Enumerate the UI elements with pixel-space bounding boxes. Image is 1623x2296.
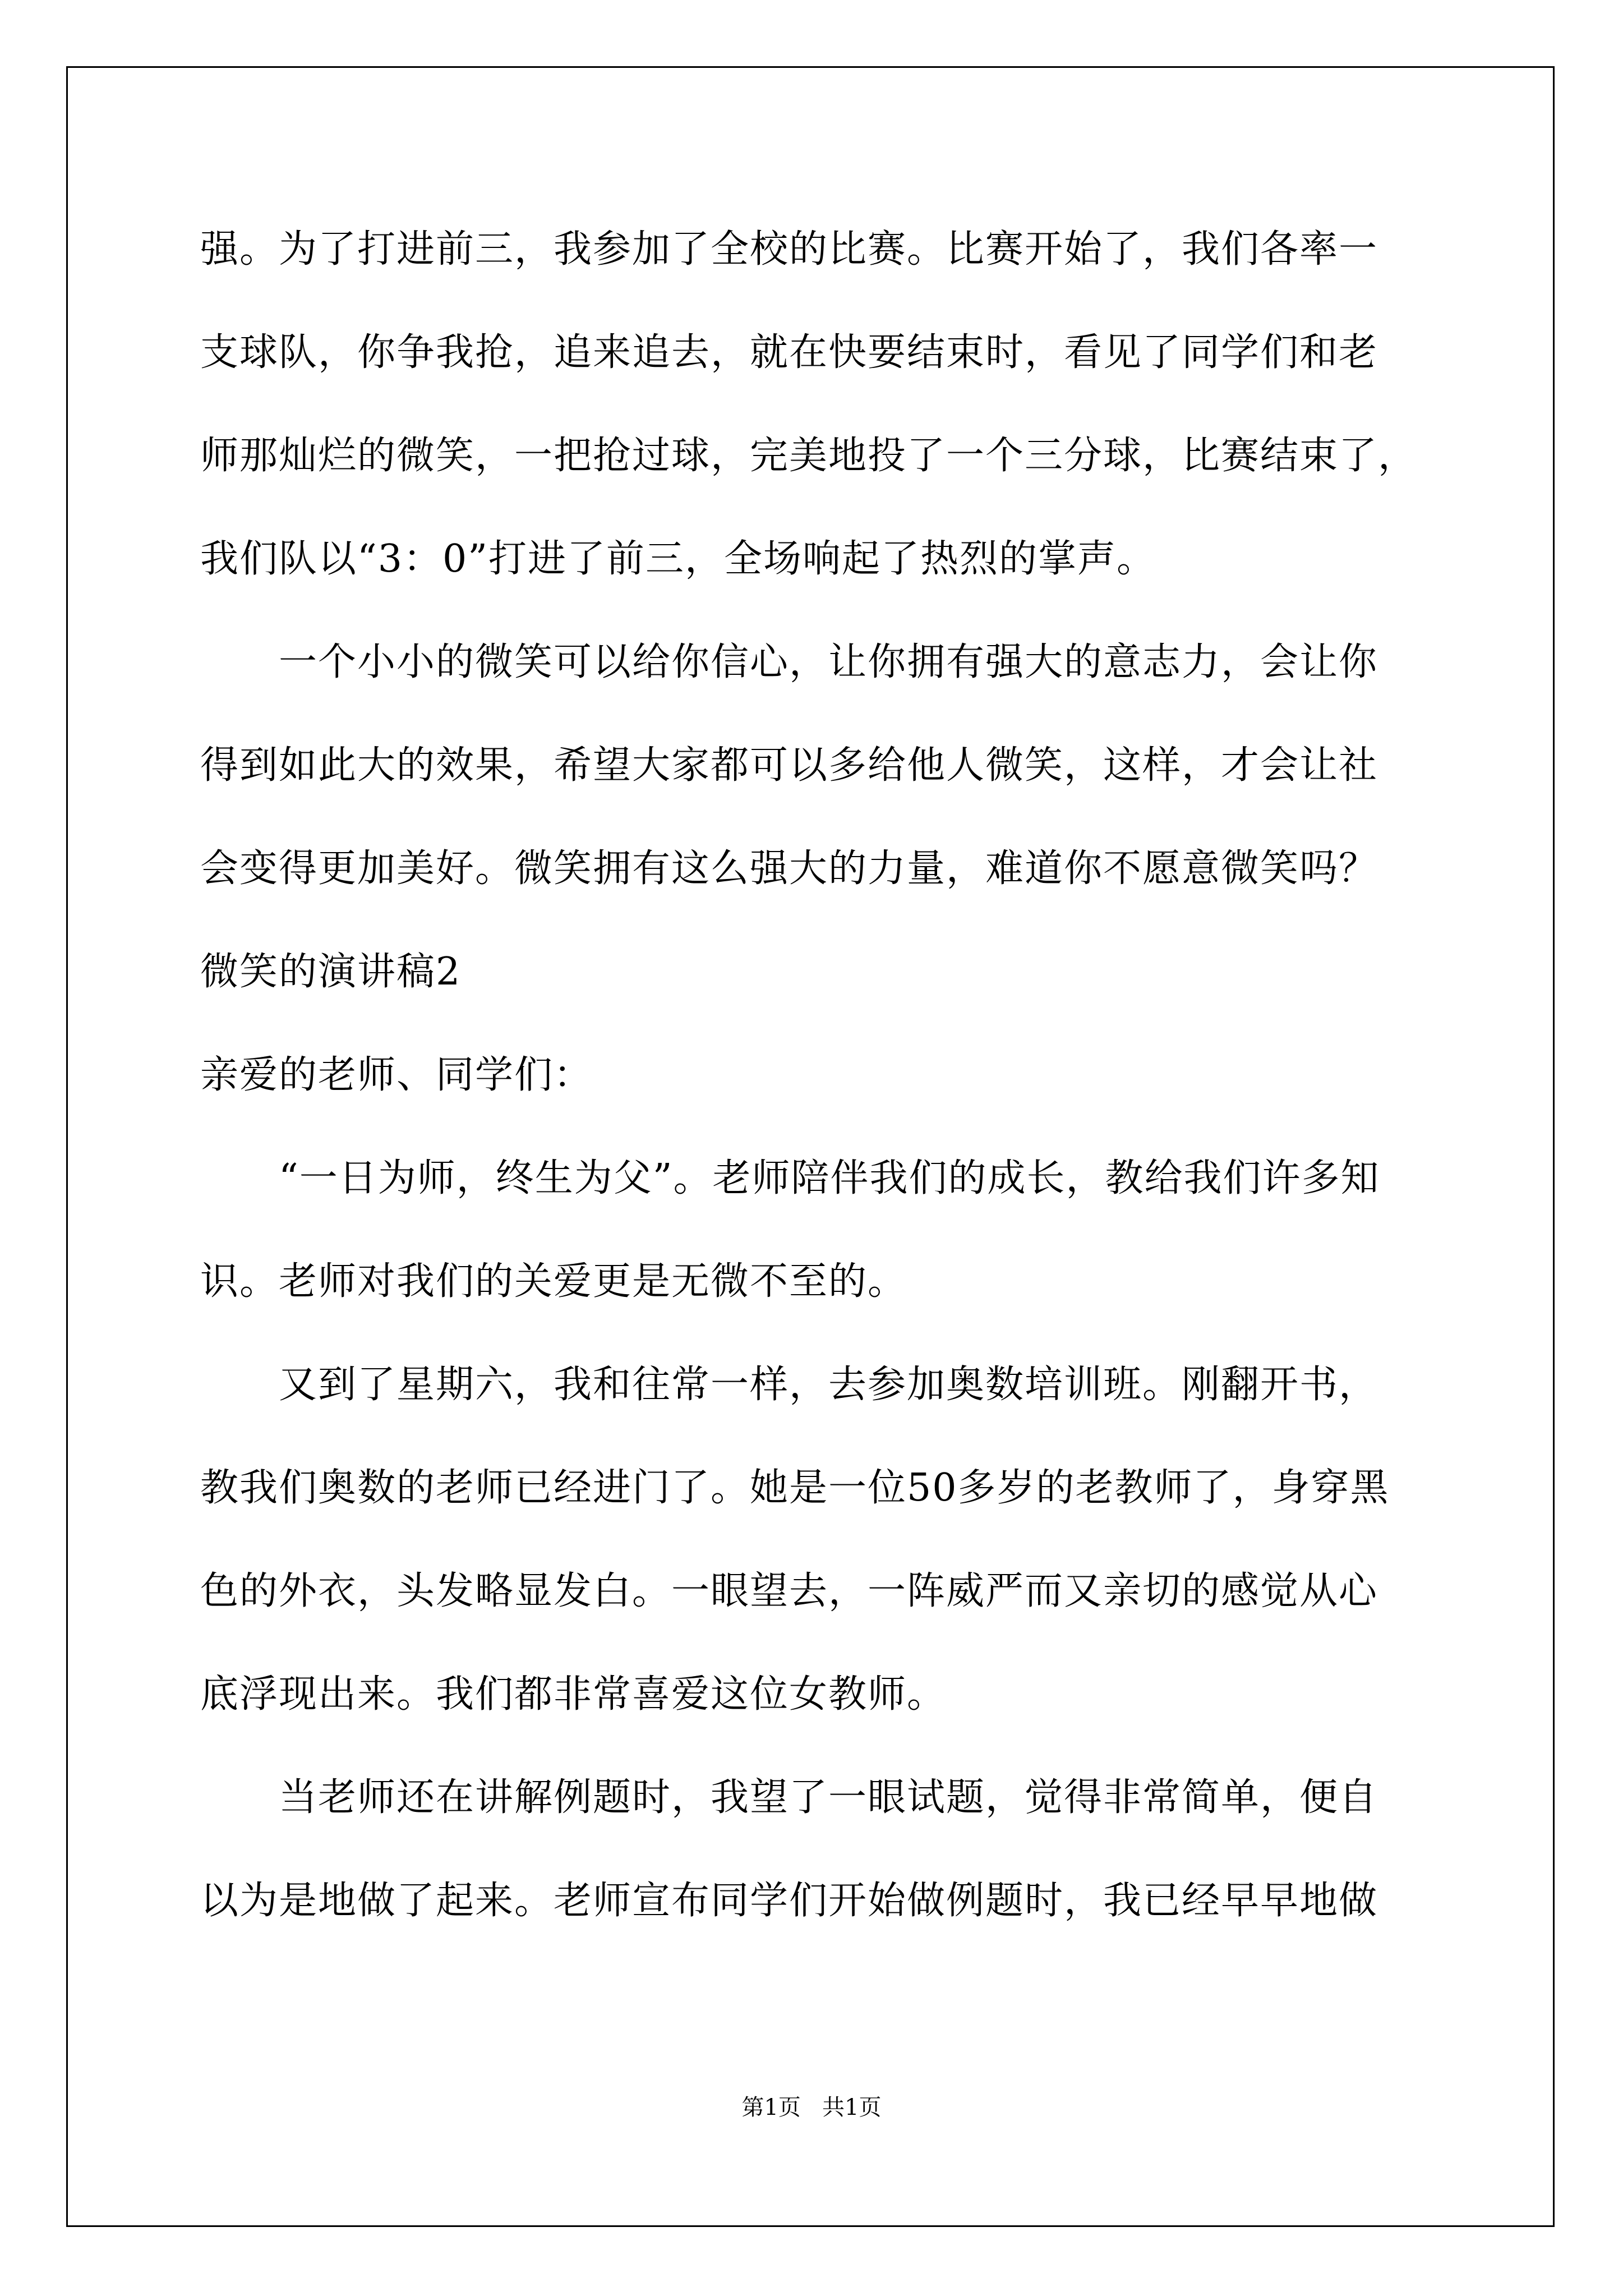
text-line-4: 我们队以“3：0”打进了前三，全场响起了热烈的掌声。 [200, 537, 1156, 581]
text-line-16: 当老师还在讲解例题时，我望了一眼试题，觉得非常简单，便自 [279, 1775, 1378, 1820]
text-line-14: 色的外衣，头发略显发白。一眼望去，一阵威严而又亲切的感觉从心 [200, 1569, 1378, 1613]
text-line-1: 强。为了打进前三，我参加了全校的比赛。比赛开始了，我们各率一 [200, 227, 1378, 272]
text-line-13: 教我们奥数的老师已经进门了。她是一位50多岁的老教师了，身穿黑 [200, 1466, 1390, 1510]
page-footer: 第1页 共1页 [741, 2095, 882, 2120]
text-line-10: “一日为师，终生为父”。老师陪伴我们的成长，教给我们许多知 [279, 1156, 1380, 1200]
section-title: 微笑的演讲稿2 [200, 950, 462, 994]
text-line-12: 又到了星期六，我和往常一样，去参加奥数培训班。刚翻开书， [279, 1363, 1378, 1407]
salutation: 亲爱的老师、同学们： [200, 1053, 593, 1097]
text-line-2: 支球队，你争我抢，追来追去，就在快要结束时，看见了同学们和老 [200, 330, 1378, 375]
text-line-6: 得到如此大的效果，希望大家都可以多给他人微笑，这样，才会让社 [200, 743, 1378, 788]
text-line-7: 会变得更加美好。微笑拥有这么强大的力量，难道你不愿意微笑吗？ [200, 846, 1378, 891]
text-line-3: 师那灿烂的微笑，一把抢过球，完美地投了一个三分球，比赛结束了， [200, 434, 1418, 478]
text-line-15: 底浮现出来。我们都非常喜爱这位女教师。 [200, 1672, 947, 1717]
text-line-11: 识。老师对我们的关爱更是无微不至的。 [200, 1259, 907, 1304]
document-body [200, 208, 1423, 1962]
text-line-17: 以为是地做了起来。老师宣布同学们开始做例题时，我已经早早地做 [200, 1879, 1378, 1923]
text-line-5: 一个小小的微笑可以给你信心，让你拥有强大的意志力，会让你 [279, 640, 1378, 684]
